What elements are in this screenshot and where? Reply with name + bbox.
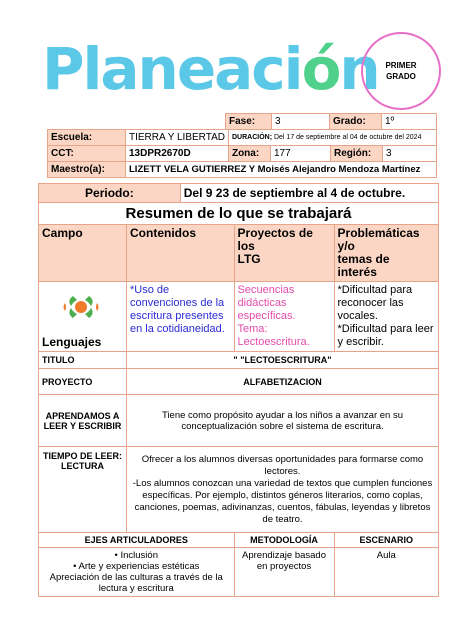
- periodo-value: Del 9 23 de septiembre al 4 de octubre.: [180, 184, 438, 203]
- tiempo-value: Ofrecer a los alumnos diversas oportunidades para formarse como lectores. -Los alumnos conozcan una variedad de textos que cumplen funciones específicas. Por ejemplo, distintos géneros literarios, como coplas, canciones, poemas, adivinanzas, cuentos, fábulas, leyendas y libretos de teatro.: [127, 447, 439, 533]
- escenario-value: Aula: [334, 548, 438, 597]
- campo-cell: [39, 282, 127, 352]
- aprendamos-label: APRENDAMOS A LEER Y ESCRIBIR: [39, 395, 127, 447]
- metodologia-label: METODOLOGÍA: [234, 533, 334, 548]
- ejes-value: [39, 548, 235, 597]
- duracion-value: Del 17 de septiembre al 04 de octubre del 2024: [273, 134, 422, 141]
- tiempo-label: TIEMPO DE LEER: LECTURA: [39, 447, 127, 533]
- fase-value: 3: [272, 114, 330, 130]
- proyectos-value: Secuencias didácticas específicas. Tema: Lectoescritura.: [234, 282, 334, 352]
- school-info-table: [47, 129, 437, 178]
- titulo-label: TITULO: [39, 352, 127, 369]
- escenario-label: ESCENARIO: [334, 533, 438, 548]
- grado-value: 1º: [382, 114, 437, 130]
- proyecto-value: ALFABETIZACION: [127, 369, 439, 395]
- periodo-label: Periodo:: [39, 184, 181, 203]
- badge-line2: GRADO: [386, 72, 416, 81]
- cct-value: 13DPR2670D: [126, 146, 229, 162]
- metodologia-value: Aprendizaje basado en proyectos: [234, 548, 334, 597]
- col-campo: Campo: [39, 225, 127, 282]
- proyecto-label: PROYECTO: [39, 369, 127, 395]
- region-label: Región:: [330, 146, 382, 162]
- titulo-value: " "LECTOESCRITURA": [127, 352, 439, 369]
- grade-badge: [361, 32, 441, 110]
- region-value: 3: [382, 146, 436, 162]
- problematicas-value: *Dificultad para reconocer las vocales. *Dificultad para leer y escribir.: [334, 282, 438, 352]
- zona-value: 177: [270, 146, 330, 162]
- cct-label: CCT:: [48, 146, 126, 162]
- escuela-value: TIERRA Y LIBERTAD: [126, 130, 229, 146]
- badge-line1: PRIMER: [385, 61, 417, 70]
- maestro-label: Maestro(a):: [48, 162, 126, 178]
- fase-label: Fase:: [226, 114, 272, 130]
- fase-grado-table: [225, 113, 437, 130]
- zona-label: Zona:: [228, 146, 270, 162]
- contenidos-value: *Uso de convenciones de la escritura presentes en la cotidianeidad.: [127, 282, 235, 352]
- col-proyectos: Proyectos de los LTG: [234, 225, 334, 282]
- maestro-value: LIZETT VELA GUTIERREZ Y Moisés Alejandro Mendoza Martínez: [126, 162, 437, 178]
- title-accent-letter: ó: [301, 35, 340, 103]
- ejes-item: • Arte y experiencias estéticas: [73, 561, 200, 572]
- grado-label: Grado:: [330, 114, 382, 130]
- ejes-label: EJES ARTICULADORES: [39, 533, 235, 548]
- ejes-extra: Apreciación de las culturas a través de la lectura y escritura: [49, 572, 223, 594]
- aprendamos-value: Tiene como propósito ayudar a los niños a avanzar en su conceptualización sobre el sistema de escritura.: [127, 395, 439, 447]
- resumen-title: Resumen de lo que se trabajará: [39, 203, 439, 225]
- col-contenidos: Contenidos: [127, 225, 235, 282]
- page-title: Planeación: [42, 35, 379, 103]
- ejes-item: • Inclusión: [114, 550, 158, 561]
- escuela-label: Escuela:: [48, 130, 126, 146]
- campo-value: Lenguajes: [42, 335, 102, 349]
- duracion-label: DURACIÓN;: [231, 134, 273, 141]
- planning-table: [38, 183, 439, 597]
- lenguajes-campo-icon: [61, 288, 101, 326]
- col-problematicas: Problemáticas y/o temas de interés: [334, 225, 438, 282]
- duracion-cell: [228, 130, 436, 146]
